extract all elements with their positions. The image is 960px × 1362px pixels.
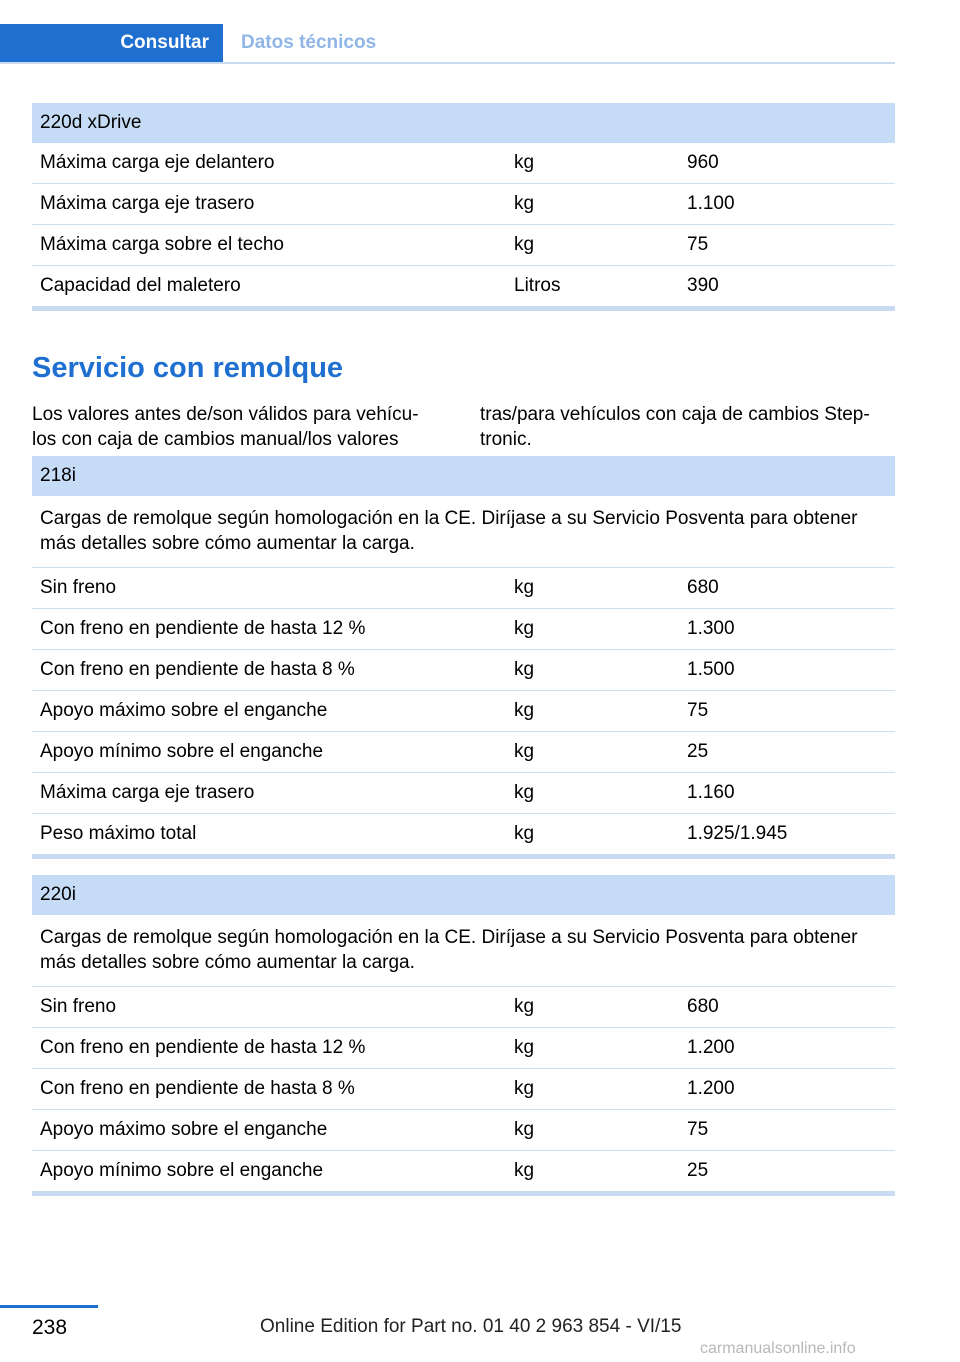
row-unit: kg	[514, 1078, 535, 1099]
row-label: Apoyo máximo sobre el enganche	[40, 1119, 328, 1140]
table-row	[32, 1069, 895, 1110]
row-value: 25	[687, 741, 709, 762]
row-unit: kg	[514, 618, 535, 639]
table-220d-xdrive	[32, 103, 895, 311]
row-unit: kg	[514, 659, 535, 680]
row-value: 1.300	[687, 618, 735, 639]
table-row	[32, 1151, 895, 1191]
row-value: 680	[687, 996, 719, 1017]
row-label: Apoyo mínimo sobre el enganche	[40, 1160, 324, 1181]
table-row	[32, 691, 895, 732]
table-bottom-rule	[32, 1191, 895, 1196]
table-header	[32, 456, 895, 496]
table-title: 218i	[40, 465, 76, 486]
row-unit: kg	[514, 152, 535, 173]
row-unit: kg	[514, 823, 535, 844]
page-number: 238	[32, 1316, 68, 1339]
row-label: Máxima carga eje trasero	[40, 782, 255, 803]
row-unit: kg	[514, 782, 535, 803]
row-value: 390	[687, 275, 719, 296]
row-label: Apoyo mínimo sobre el enganche	[40, 741, 324, 762]
row-label: Máxima carga eje delantero	[40, 152, 275, 173]
table-bottom-rule	[32, 306, 895, 311]
table-title: 220i	[40, 884, 76, 905]
table-row	[32, 1110, 895, 1151]
row-label: Capacidad del maletero	[40, 275, 241, 296]
table-row	[32, 987, 895, 1028]
edition-text: Online Edition for Part no. 01 40 2 963 854 - VI/15	[260, 1316, 682, 1337]
tab-datos-tecnicos[interactable]: Datos técnicos	[241, 32, 377, 53]
row-value: 1.500	[687, 659, 735, 680]
row-label: Sin freno	[40, 996, 117, 1017]
row-unit: kg	[514, 741, 535, 762]
table-row	[32, 266, 895, 306]
row-unit: kg	[514, 700, 535, 721]
row-label: Apoyo máximo sobre el enganche	[40, 700, 328, 721]
watermark-text: carmanualsonline.info	[700, 1340, 856, 1357]
row-unit: kg	[514, 996, 535, 1017]
table-note: Cargas de remolque según homologación en la CE. Diríjase a su Servicio Posventa para obtener más detalles sobre cómo aumentar la carga.	[32, 496, 895, 568]
table-row	[32, 732, 895, 773]
footer-rule	[0, 1305, 98, 1308]
row-value: 680	[687, 577, 719, 598]
row-value: 75	[687, 700, 709, 721]
table-header	[32, 875, 895, 915]
row-value: 1.160	[687, 782, 735, 803]
row-label: Con freno en pendiente de hasta 8 %	[40, 1078, 355, 1099]
row-unit: kg	[514, 1037, 535, 1058]
table-title: 220d xDrive	[40, 112, 142, 133]
row-value: 1.100	[687, 193, 735, 214]
table-row	[32, 609, 895, 650]
row-unit: kg	[514, 1160, 535, 1181]
intro-text-right: tras/para vehículos con caja de cambios Step-tronic.	[480, 404, 870, 450]
table-row	[32, 773, 895, 814]
table-row	[32, 225, 895, 266]
row-unit: kg	[514, 1119, 535, 1140]
table-bottom-rule	[32, 854, 895, 859]
top-navigation-bar	[0, 24, 895, 64]
table-220i	[32, 875, 895, 1196]
intro-text-left: Los valores antes de/son válidos para vehícu-los con caja de cambios manual/los valores	[32, 404, 419, 450]
tab-consultar[interactable]: Consultar	[0, 24, 223, 62]
table-row	[32, 568, 895, 609]
row-value: 1.200	[687, 1037, 735, 1058]
row-unit: Litros	[514, 275, 561, 296]
table-note: Cargas de remolque según homologación en la CE. Diríjase a su Servicio Posventa para obtener más detalles sobre cómo aumentar la carga.	[32, 915, 895, 987]
row-label: Peso máximo total	[40, 823, 197, 844]
row-value: 960	[687, 152, 719, 173]
table-row	[32, 1028, 895, 1069]
table-row	[32, 650, 895, 691]
row-label: Con freno en pendiente de hasta 8 %	[40, 659, 355, 680]
section-title: Servicio con remolque	[32, 352, 344, 384]
row-label: Máxima carga eje trasero	[40, 193, 255, 214]
row-label: Con freno en pendiente de hasta 12 %	[40, 1037, 366, 1058]
row-unit: kg	[514, 577, 535, 598]
row-label: Máxima carga sobre el techo	[40, 234, 284, 255]
row-label: Sin freno	[40, 577, 117, 598]
row-value: 75	[687, 1119, 709, 1140]
table-row	[32, 814, 895, 854]
row-value: 25	[687, 1160, 709, 1181]
row-label: Con freno en pendiente de hasta 12 %	[40, 618, 366, 639]
table-header	[32, 103, 895, 143]
row-unit: kg	[514, 193, 535, 214]
row-value: 1.200	[687, 1078, 735, 1099]
table-row	[32, 184, 895, 225]
row-unit: kg	[514, 234, 535, 255]
table-row	[32, 143, 895, 184]
table-218i	[32, 456, 895, 859]
row-value: 1.925/1.945	[687, 823, 788, 844]
row-value: 75	[687, 234, 709, 255]
